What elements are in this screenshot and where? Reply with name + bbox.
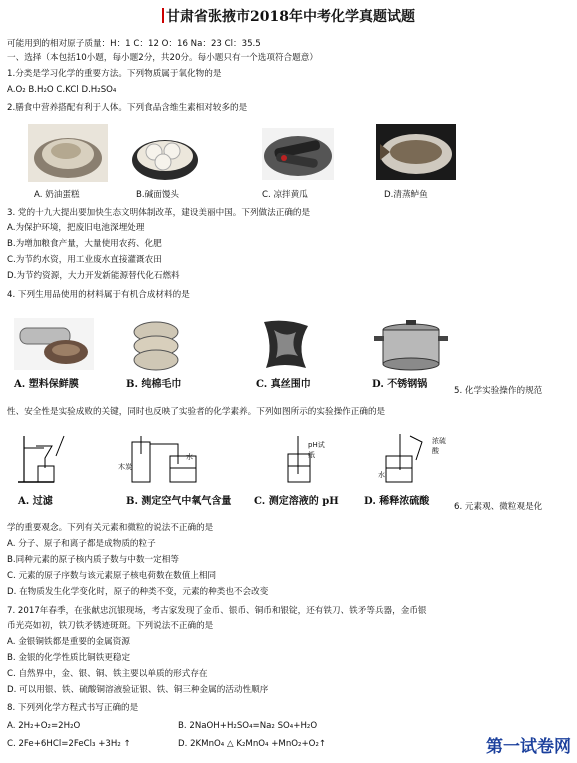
q6-stem-b: 学的重要观念。下列有关元素和微粒的说法不正确的是 [7,523,214,533]
q5-label-ph-paper: pH试纸 [308,441,325,459]
watermark-logo: 第一试卷网 [486,737,571,757]
dilute-acid-apparatus [380,430,430,486]
cursor-mark [162,8,164,23]
cucumber-photo [262,128,334,180]
q2-caption-c: C. 凉拌黄瓜 [262,190,308,200]
q1-options: A.O₂ B.H₂O C.KCl D.H₂SO₄ [7,85,117,95]
q5-caption-d: D. 稀释浓硫酸 [364,496,430,507]
steel-pot-photo [372,316,450,374]
silk-scarf-photo [256,316,318,372]
q6-option-a: A. 分子、原子和离子都是成物质的粒子 [7,539,156,549]
q5-caption-a: A. 过滤 [18,496,53,507]
q8-stem: 8. 下列列化学方程式书写正确的是 [7,703,139,713]
q2-stem: 2.膳食中营养搭配有利于人体。下列食品含维生素相对较多的是 [7,103,248,113]
q5-label-acid: 浓硫酸 [432,437,446,455]
fish-photo [376,124,456,180]
q5-caption-b: B. 测定空气中氧气含量 [126,496,232,507]
q2-caption-b: B.碱面馒头 [136,190,180,200]
steamed-bun-photo [130,124,200,182]
q2-caption-d: D.清蒸鲈鱼 [384,190,428,200]
q8-option-d: D. 2KMnO₄ △ K₂MnO₄ +MnO₂+O₂↑ [178,739,327,749]
q8-option-b: B. 2NaOH+H₂SO₄=Na₂ SO₄+H₂O [178,721,318,731]
q5-label-water-d: 水 [378,471,385,479]
q8-option-a: A. 2H₂+O₂=2H₂O [7,721,81,731]
q5-caption-c: C. 测定溶液的 pH [254,496,339,507]
q6-option-b: B.同种元素的原子核内质子数与中数一定相等 [7,555,179,565]
q8-option-c: C. 2Fe+6HCl=2FeCl₃ +3H₂ ↑ [7,739,131,749]
oxygen-measure-apparatus [112,434,212,488]
q7-option-b: B. 金银的化学性质比铜铁更稳定 [7,653,131,663]
q3-option-b: B.为增加粮食产量，大量使用农药、化肥 [7,239,162,249]
q7-option-a: A. 金银铜铁都是重要的金属资源 [7,637,130,647]
q3-option-a: A.为保护环境，把废旧电池深埋处理 [7,223,145,233]
q5-label-charcoal: 木炭 [118,463,132,471]
q3-option-c: C.为节约水资，用工业废水直接灌溉农田 [7,255,162,265]
q1-stem: 1.分类是学习化学的重要方法。下列物质属于氧化物的是 [7,69,222,79]
q4-stem: 4. 下列生用品使用的材料属于有机合成材料的是 [7,290,190,300]
q4-caption-a: A. 塑料保鲜膜 [14,379,79,390]
q7-stem-a: 7. 2017年春季，在张献忠沉银现场，考古家发现了金币、银币、铜币和银锭，还有铁刀、铁矛等兵器，金币银 [7,606,427,616]
cake-photo [28,124,108,182]
q7-option-d: D. 可以用银、铁、硫酸铜溶液验证银、铁、铜三种金属的活动性顺序 [7,685,269,695]
towel-photo [126,316,188,372]
q3-stem: 3. 党的十九大提出要加快生态文明体制改革，建设美丽中国。下列做法正确的是 [7,208,311,218]
filtration-apparatus [14,432,94,486]
atomic-mass-line: 可能用到的相对原子质量：H：1 C：12 O：16 Na：23 Cl：35.5 [7,39,261,49]
q7-option-c: C. 自然界中，金、银、铜、铁主要以单质的形式存在 [7,669,208,679]
q6-stem-a: 6. 元素观、微粒观是化 [454,502,543,512]
q2-caption-a: A. 奶油蛋糕 [34,190,80,200]
q4-caption-b: B. 纯棉毛巾 [126,379,182,390]
q6-option-c: C. 元素的原子序数与该元素原子核电荷数在数值上相同 [7,571,217,581]
q5-label-water-b: 水 [186,453,193,461]
q5-stem-b: 性、安全性是实验成败的关键，同时也反映了实验者的化学素养。下列如图所示的实验操作正确的是 [7,407,386,417]
q4-caption-d: D. 不锈钢锅 [372,379,428,390]
q3-option-d: D.为节约资源，大力开发新能源替代化石燃料 [7,271,180,281]
plastic-wrap-photo [14,318,94,370]
q7-stem-b: 币光亮如初，铁刀铁矛锈迹斑斑。下列说法不正确的是 [7,621,214,631]
page-title [0,6,577,26]
page-title-text: 甘肃省张掖市2018年中考化学真题试题 [166,9,415,25]
q5-stem-a: 5. 化学实验操作的规范 [454,386,543,396]
q6-option-d: D. 在物质发生化学变化时，原子的种类不变，元素的种类也不会改变 [7,587,269,597]
q4-caption-c: C. 真丝围巾 [256,379,311,390]
section-heading: 一、选择（本包括10小题，每小题2分，共20分。每小题只有一个选项符合题意） [7,53,318,63]
